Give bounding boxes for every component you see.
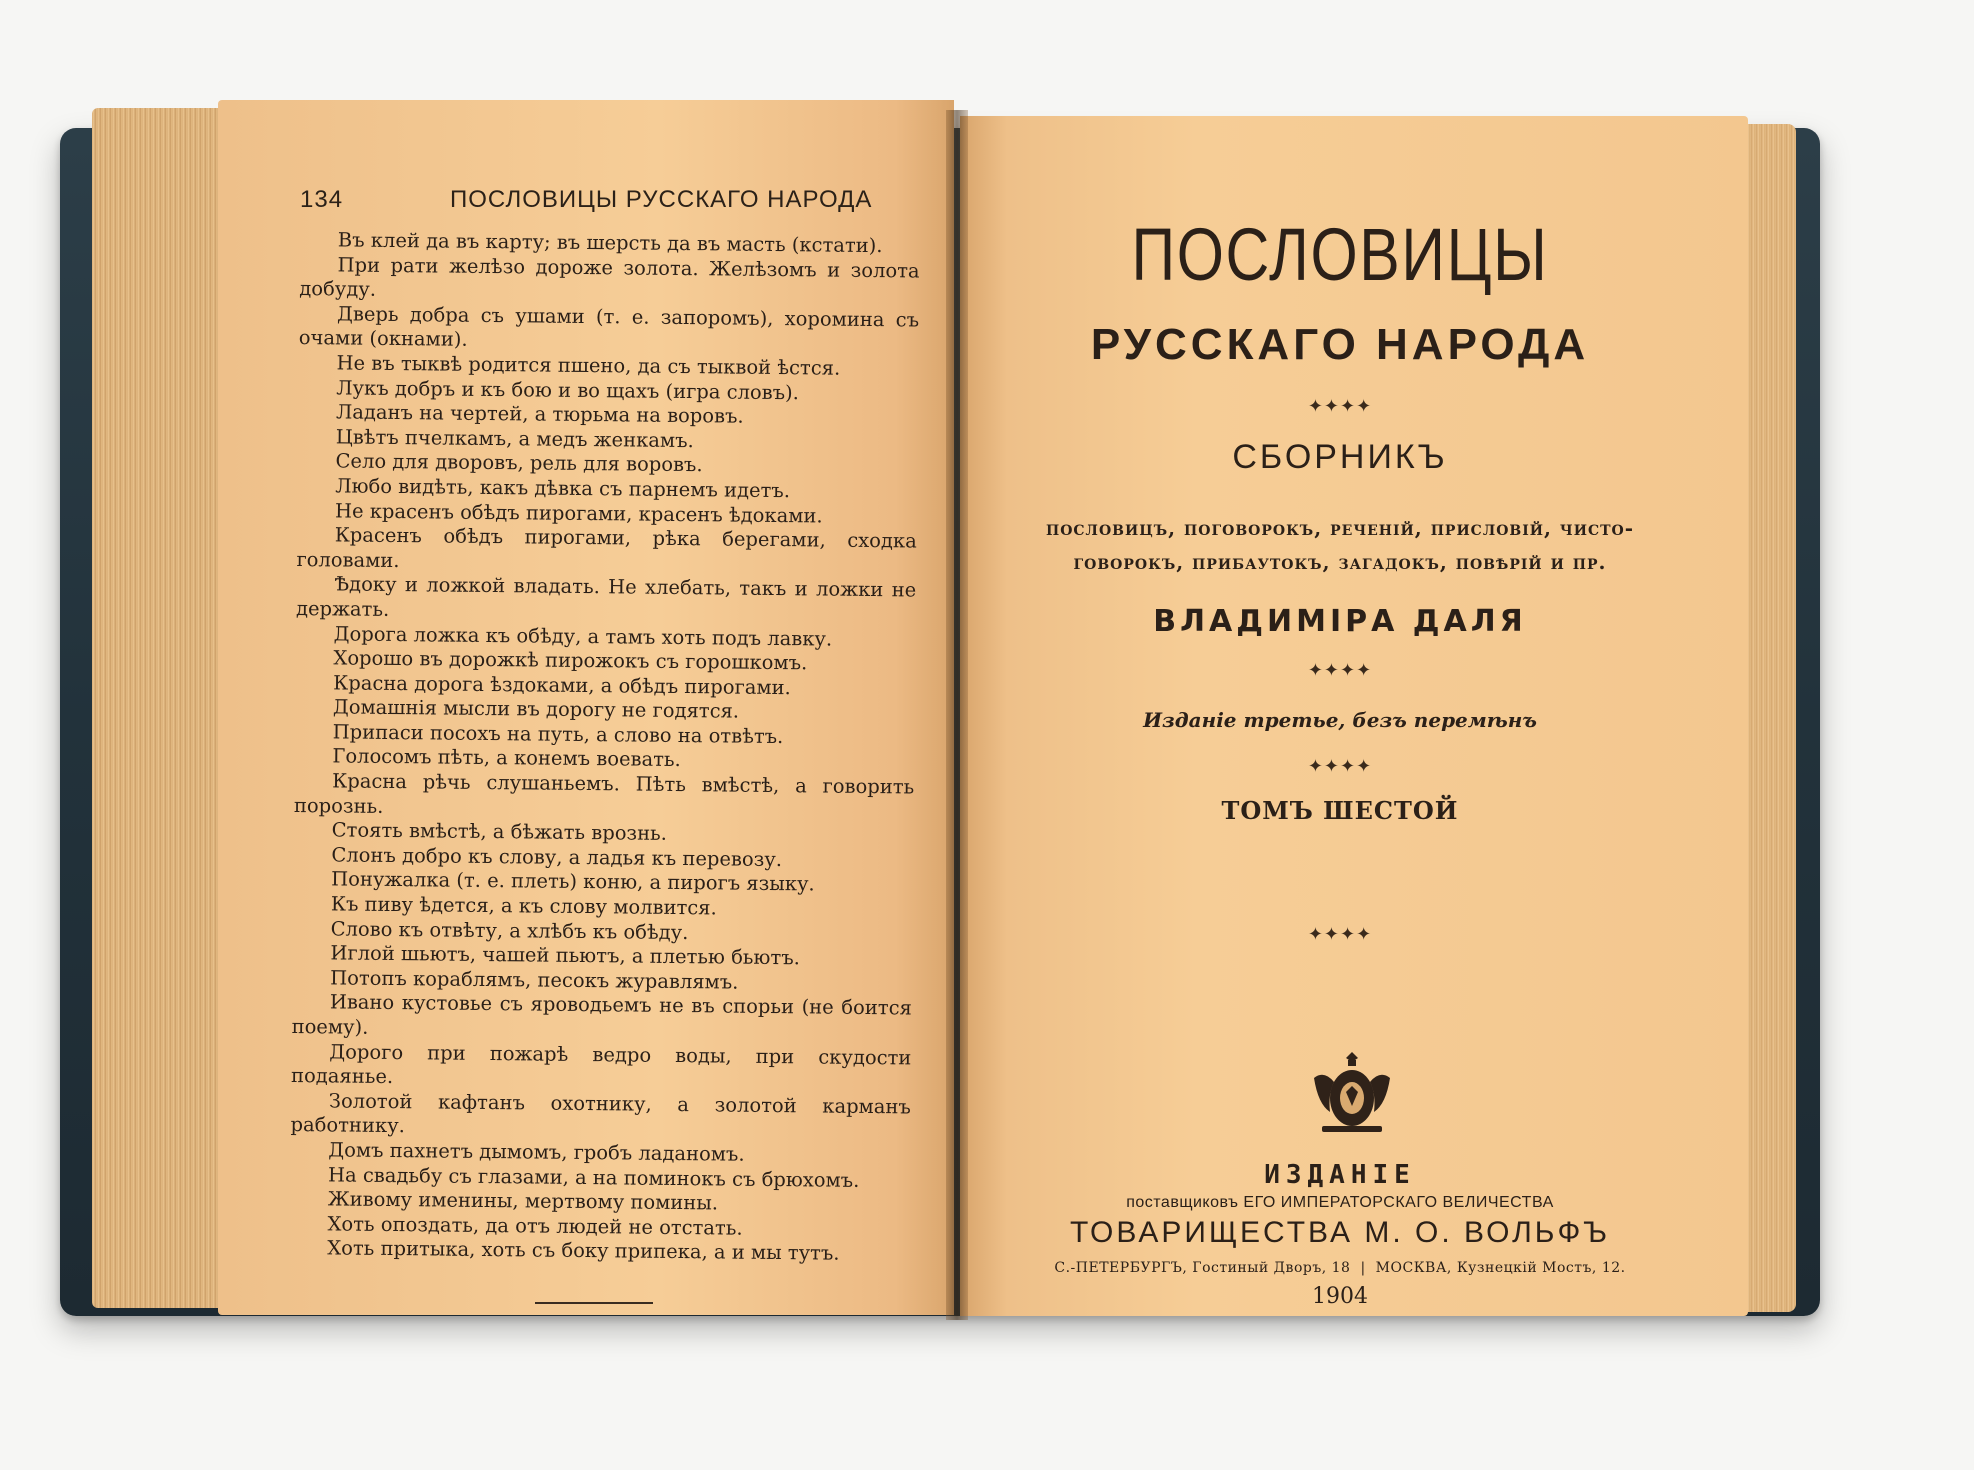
author: ВЛАДИМІРА ДАЛЯ: [1153, 604, 1527, 639]
proverb: Иглой шьютъ, чашей пьютъ, а плетью бьютъ.: [330, 941, 800, 970]
book-gutter: [946, 110, 968, 1320]
proverb: Домашнія мысли въ дорогу не годятся.: [332, 695, 740, 723]
proverb: Ѣдоку и ложкой владать. Не хлебать, такъ и ложки не держать.: [295, 572, 917, 621]
imperial-crest-icon: [1308, 1048, 1396, 1138]
proverb: Дорого при пожарѣ ведро воды, при скудости подаянье.: [291, 1039, 912, 1089]
ornament-icon: ✦✦✦✦: [1307, 924, 1373, 945]
proverb: На свадьбу съ глазами, а на поминокъ съ брюхомъ.: [327, 1162, 860, 1192]
proverb: Въ клей да въ карту; въ шерсть да въ масть (кстати).: [337, 228, 883, 258]
proverb: Не въ тыквѣ родится пшено, да съ тыквой ѣстся.: [336, 351, 841, 380]
proverb: Лукъ добръ и къ бою и во щахъ (игра словъ).: [336, 375, 800, 404]
proverb: Понужалка (т. е. плеть) коню, а пирогъ языку.: [331, 867, 815, 896]
proverb: Потопъ кораблямъ, песокъ журавлямъ.: [330, 966, 739, 994]
proverb: Хоть притыка, хоть съ боку припека, а и мы тутъ.: [327, 1236, 840, 1266]
ornament-icon: ✦✦✦✦: [1307, 660, 1373, 681]
proverb: Хорошо въ дорожкѣ пирожокъ съ горошкомъ.: [333, 646, 808, 675]
proverb: Красна рѣчь слушаньемъ. Пѣть вмѣстѣ, а говорить порознь.: [293, 769, 915, 818]
address-separator: |: [1360, 1260, 1366, 1276]
proverb: Село для дворовъ, рель для воровъ.: [335, 449, 703, 477]
edition-note: Изданіе третье, безъ перемѣнъ: [1143, 708, 1537, 732]
end-rule: [535, 1302, 653, 1304]
publisher-address: [990, 1260, 1690, 1276]
title-line-2: РУССКАГО НАРОДА: [1090, 320, 1590, 369]
volume-label: ТОМЪ ШЕСТОЙ: [1221, 796, 1459, 825]
proverb: Голосомъ пѣть, а конемъ воевать.: [332, 744, 681, 772]
proverb: При рати желѣзо дороже золота. Желѣзомъ и золота добуду.: [299, 252, 920, 301]
title-line-1: ПОСЛОВИЦЫ: [1131, 213, 1549, 296]
proverb: Къ пиву ѣдется, а къ слову молвится.: [330, 892, 717, 920]
proverb: Стоять вмѣстѣ, а бѣжать врознь.: [331, 818, 668, 846]
proverb: Ивано кустовье съ яроводьемъ не въ спорьи (не боится поему).: [291, 990, 912, 1039]
imprint-heading: ИЗДАНІЕ: [1264, 1160, 1416, 1190]
publication-year: 1904: [1312, 1284, 1368, 1309]
ornament-icon: ✦✦✦✦: [1307, 756, 1373, 777]
proverb: Ладанъ на чертей, а тюрьма на воровъ.: [335, 400, 744, 428]
proverb: Золотой кафтанъ охотнику, а золотой карманъ работнику.: [290, 1089, 911, 1138]
proverb: Красенъ обѣдъ пирогами, рѣка берегами, сходка головами.: [296, 523, 917, 572]
proverb: Не красенъ обѣдъ пирогами, красенъ ѣдоками.: [334, 498, 823, 528]
proverb: Домъ пахнетъ дымомъ, гробъ ладаномъ.: [328, 1138, 745, 1166]
proverb: Припаси посохъ на путь, а слово на отвѣтъ.: [332, 720, 784, 748]
proverb: Живому именины, мертвому помины.: [327, 1187, 719, 1215]
publisher: ТОВАРИЩЕСТВА М. О. ВОЛЬФЪ: [1070, 1216, 1610, 1249]
proverb: Дверь добра съ ушами (т. е. запоромъ), хоромина съ очами (окнами).: [298, 302, 920, 352]
proverb: Слово къ отвѣту, а хлѣбъ къ обѣду.: [330, 916, 689, 944]
subtitle-line-1: пословицъ, поговорокъ, реченій, присловій, чисто-: [1046, 516, 1634, 540]
proverb: Красна дорога ѣздоками, а обѣдъ пирогами.: [333, 671, 791, 699]
page-number: 134: [300, 186, 344, 213]
address-moscow: МОСКВА, Кузнецкій Мостъ, 12.: [1375, 1260, 1626, 1276]
proverb-list: [289, 228, 920, 1267]
proverb: Хоть опоздать, да отъ людей не отстать.: [327, 1212, 743, 1240]
proverb: Любо видѣть, какъ дѣвка съ парнемъ идетъ.: [335, 474, 791, 503]
running-head-title: ПОСЛОВИЦЫ РУССКАГО НАРОДА: [450, 186, 873, 213]
ornament-icon: ✦✦✦✦: [1307, 396, 1373, 417]
imperial-supplier-line: поставщиковъ ЕГО ИМПЕРАТОРСКАГО ВЕЛИЧЕСТВА: [1126, 1194, 1554, 1211]
proverb: Дорога ложка къ обѣду, а тамъ хоть подъ лавку.: [333, 621, 833, 651]
proverb: Слонъ добро къ слову, а ладья къ перевозу.: [331, 843, 783, 871]
proverb: Цвѣтъ пчелкамъ, а медъ женкамъ.: [335, 425, 694, 452]
subtitle-line-2: говорокъ, прибаутокъ, загадокъ, повѣрій и пр.: [1073, 550, 1607, 574]
collection-label: СБОРНИКЪ: [1232, 438, 1448, 476]
address-spb: С.-ПЕТЕРБУРГЪ, Гостиный Дворъ, 18: [1054, 1260, 1351, 1276]
